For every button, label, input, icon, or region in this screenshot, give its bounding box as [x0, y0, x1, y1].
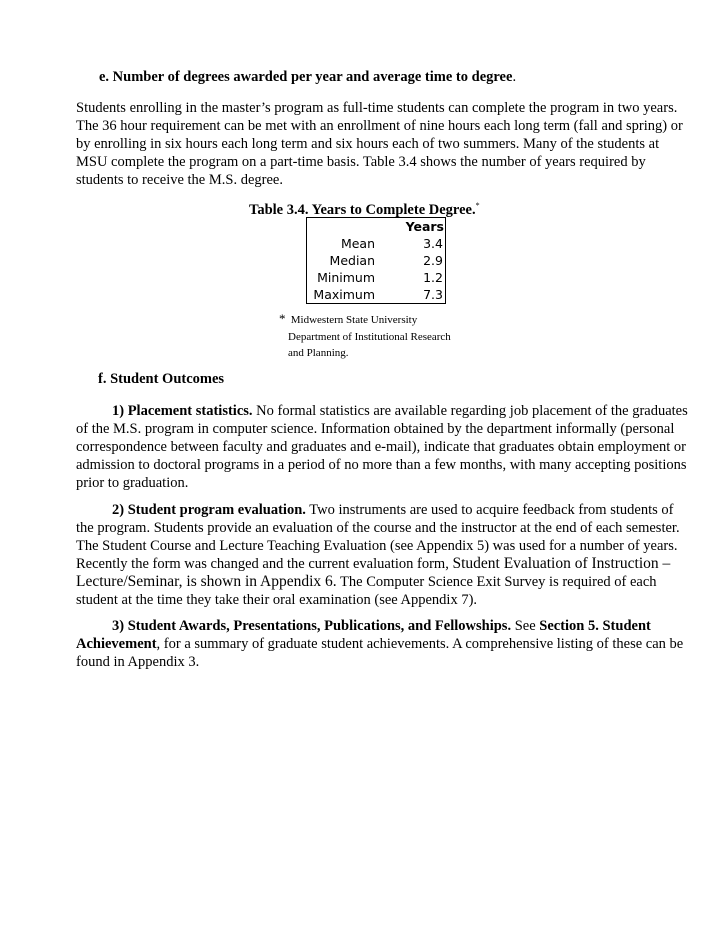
program-evaluation-text-a: Two instruments are used to acquire feedback from students of the program. Students provide an evaluation of the course and the instructor at the end of each semester. The Student Course and Lecture Teaching Evaluation (see Appendix 5) was used for a number of years. Recently the form was changed and the current evaluation form,: [76, 502, 680, 572]
table-title-text: Table 3.4. Years to Complete Degree.: [249, 202, 476, 218]
section-f-heading: f. Student Outcomes: [98, 371, 225, 387]
awards-section-reference: Section 5. Student Achievement: [76, 618, 651, 652]
section-e-heading-text: e. Number of degrees awarded per year and average time to degree: [99, 69, 513, 85]
program-evaluation-text-big: Student Evaluation of Instruction – Lecture/Seminar, is shown in Appendix 6.: [76, 555, 671, 590]
program-evaluation-paragraph: [76, 501, 688, 609]
table-footnote: [279, 311, 451, 362]
table-row: [307, 252, 446, 269]
program-evaluation-text-b: The Computer Science Exit Survey is required of each student at the time they take their oral examination (see Appendix 7).: [76, 574, 657, 608]
table-row-label: Maximum: [313, 287, 375, 302]
table-row: [307, 286, 446, 304]
awards-paragraph: [76, 617, 688, 671]
table-row-value: 3.4: [423, 236, 443, 251]
awards-title: 3) Student Awards, Presentations, Publications, and Fellowships.: [112, 618, 512, 634]
footnote-line-text: Midwestern State University: [290, 314, 418, 326]
awards-text-a: See: [511, 618, 540, 634]
table-row-label: Minimum: [317, 270, 375, 285]
section-e-heading-period: .: [512, 69, 517, 85]
placement-statistics-text: No formal statistics are available regarding job placement of the graduates of the M.S. program in computer science. Information obtained by the department informally (personal correspondence between faculty and graduates and e-mail), indicate that graduates obtain employment or admission to doctoral programs in a period of no more than a few months, with many accepting positions prior to graduation.: [76, 403, 688, 491]
placement-statistics-title: 1) Placement statistics.: [112, 403, 253, 419]
table-column-header: Years: [405, 219, 444, 234]
years-table: [306, 217, 446, 304]
placement-statistics-paragraph: [76, 402, 688, 492]
table-row: [307, 269, 446, 286]
section-e-paragraph: Students enrolling in the master’s program as full-time students can complete the program in two years. The 36 hour requirement can be met with an enrollment of nine hours each long term (fall and spring) or by enrolling in six hours each long term and six hours each of two summers. Many of the students at MSU complete the program on a part-time basis. Table 3.4 shows the number of years required by students to receive the M.S. degree.: [76, 100, 683, 188]
table-row-value: 1.2: [423, 270, 443, 285]
table-title-footnote-mark: *: [475, 201, 480, 210]
footnote-mark: *: [279, 311, 286, 326]
footnote-line: and Planning.: [288, 347, 349, 359]
section-e-heading: [99, 68, 516, 86]
table-row: [307, 235, 446, 252]
table-header-row: [307, 218, 446, 236]
table-row-value: 7.3: [423, 287, 443, 302]
table-row-label: Mean: [340, 236, 375, 251]
program-evaluation-title: 2) Student program evaluation.: [112, 502, 306, 518]
footnote-line: [279, 311, 451, 329]
footnote-line: Department of Institutional Research: [288, 330, 451, 343]
table-row-value: 2.9: [423, 253, 443, 268]
table-corner-cell: [307, 218, 382, 236]
table-row-label: Median: [329, 253, 375, 268]
awards-text-b: , for a summary of graduate student achievements. A comprehensive listing of these can be found in Appendix 3.: [76, 636, 684, 670]
